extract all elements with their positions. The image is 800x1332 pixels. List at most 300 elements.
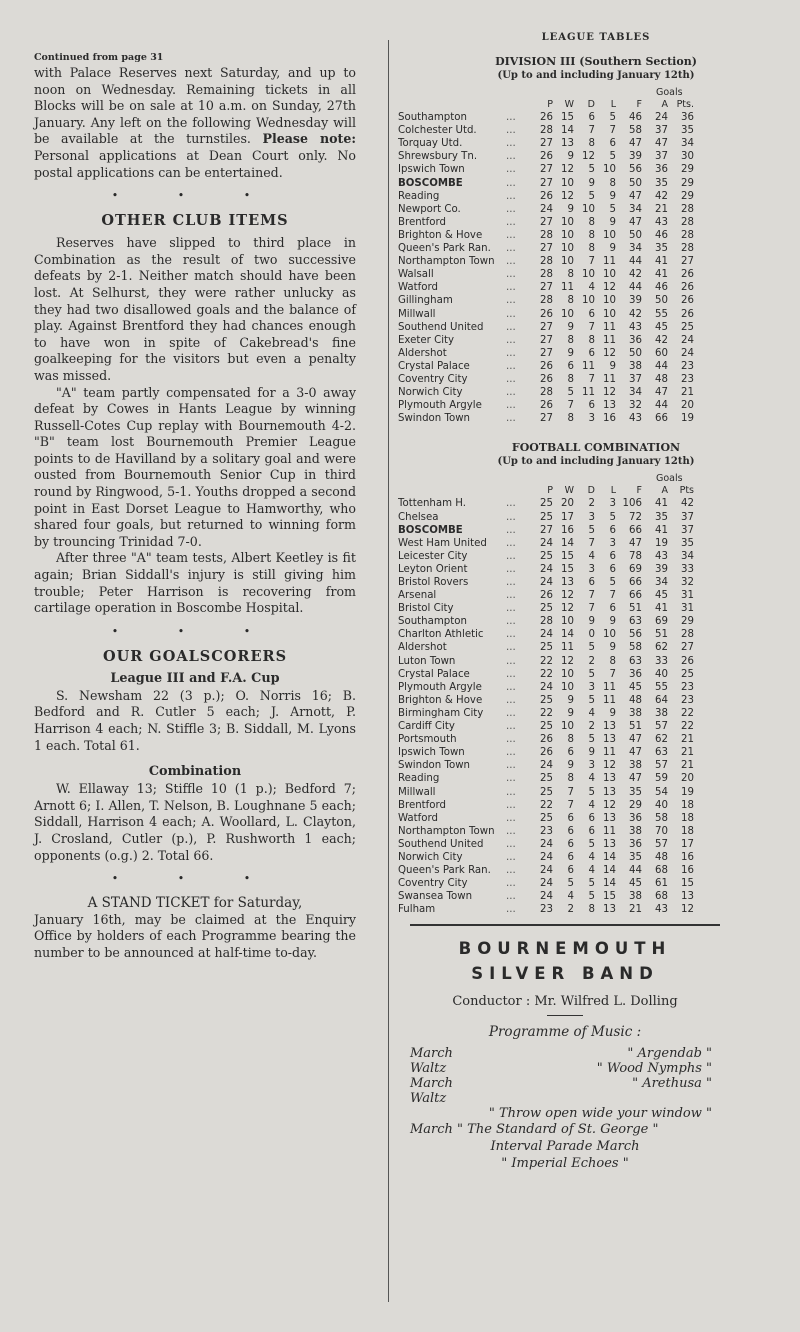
combination-table	[398, 484, 694, 916]
stat-cell: 24	[540, 681, 553, 693]
team-name: Chelsea	[398, 511, 439, 523]
stat-cell: 2	[588, 655, 595, 667]
continued-note: Continued from page 31	[34, 52, 164, 63]
team-name: Southampton	[398, 616, 467, 628]
stat-cell: 12	[603, 387, 616, 399]
stat-cell: 34	[629, 203, 642, 215]
stat-cell: 48	[655, 851, 668, 863]
column-header: L	[610, 99, 616, 110]
stat-cell: 8	[588, 334, 595, 346]
team-name: Fulham	[398, 904, 436, 916]
stat-cell: 8	[588, 904, 595, 916]
stat-cell: 6	[588, 112, 595, 124]
goalscorers-heading: OUR GOALSCORERS	[102, 647, 288, 665]
team-name: Reading	[398, 773, 440, 785]
stat-cell: 15	[561, 112, 574, 124]
stat-cell: 12	[681, 904, 694, 916]
team-name: Queen's Park Ran.	[398, 243, 491, 255]
stat-cell: 37	[681, 511, 694, 523]
leader-dots: ...	[506, 413, 516, 425]
stat-cell: 35	[681, 125, 694, 137]
leader-dots: ...	[506, 269, 516, 281]
stat-cell: 26	[540, 360, 553, 372]
stat-cell: 14	[603, 878, 616, 890]
league-cup-heading: League III and F.A. Cup	[110, 670, 280, 686]
leader-dots: ...	[506, 373, 516, 385]
stat-cell: 12	[603, 282, 616, 294]
table-row	[398, 124, 694, 137]
stat-cell: 42	[629, 308, 642, 320]
stat-cell: 61	[655, 878, 668, 890]
stat-cell: 34	[681, 138, 694, 150]
goals-label: Goals	[656, 87, 683, 98]
programme-item-title: " Arethusa "	[632, 1076, 712, 1092]
stat-cell: 9	[567, 203, 574, 215]
stat-cell: 38	[629, 760, 642, 772]
table-row	[398, 334, 694, 347]
stat-cell: 45	[629, 878, 642, 890]
please-note-label: Please note:	[262, 131, 356, 147]
table-row	[398, 412, 694, 425]
stat-cell: 4	[588, 865, 595, 877]
stat-cell: 12	[603, 760, 616, 772]
stat-cell: 23	[681, 694, 694, 706]
table-row	[398, 720, 694, 733]
conductor: Conductor : Mr. Wilfred L. Dolling	[452, 994, 678, 1010]
stat-cell: 18	[681, 799, 694, 811]
stat-cell: 5	[567, 878, 574, 890]
column-header: Pts.	[676, 99, 694, 110]
team-name: Ipswich Town	[398, 747, 465, 759]
reserves-paragraph: Reserves have slipped to third place in Combination as the result of two successive defeats by 2-1. Neither match should have been lost. At Selhurst, they were rather unlucky as they had two disallowed goals and the balance of play. Against Brentford they had chances enough to have won in spite of Cakebread's fine goalkeeping for the visitors but even a penalty was missed.	[34, 235, 356, 383]
team-name: Crystal Palace	[398, 668, 470, 680]
leader-dots: ...	[506, 138, 516, 150]
stat-cell: 32	[629, 400, 642, 412]
stat-cell: 44	[629, 282, 642, 294]
stat-cell: 24	[540, 563, 553, 575]
stat-cell: 4	[588, 707, 595, 719]
column-header: A	[661, 99, 668, 110]
stat-cell: 27	[540, 413, 553, 425]
stat-cell: 37	[681, 524, 694, 536]
stat-cell: 43	[655, 550, 668, 562]
column-divider	[388, 40, 389, 1302]
team-name: Arsenal	[398, 590, 437, 602]
team-name: Queen's Park Ran.	[398, 865, 491, 877]
stat-cell: 14	[561, 537, 574, 549]
stat-cell: 7	[588, 321, 595, 333]
leader-dots: ...	[506, 216, 516, 228]
stat-cell: 62	[655, 734, 668, 746]
stat-cell: 63	[629, 655, 642, 667]
stat-cell: 10	[561, 243, 574, 255]
stat-cell: 44	[629, 865, 642, 877]
stat-cell: 66	[655, 413, 668, 425]
column-header: Pts	[679, 485, 694, 497]
programme-item-type: Waltz	[410, 1091, 447, 1107]
team-name: Bristol City	[398, 603, 454, 615]
stat-cell: 29	[681, 177, 694, 189]
stat-cell: 26	[540, 308, 553, 320]
stat-cell: 28	[540, 387, 553, 399]
stat-cell: 11	[603, 825, 616, 837]
stat-cell: 23	[681, 360, 694, 372]
stat-cell: 35	[629, 851, 642, 863]
division-three-header-row	[398, 98, 694, 111]
table-row	[398, 589, 694, 602]
silver-band-box	[410, 924, 720, 1172]
stat-cell: 5	[609, 112, 616, 124]
programme-item-type: Waltz	[410, 1061, 447, 1077]
leader-dots: ...	[506, 256, 516, 268]
team-name: Southend United	[398, 321, 484, 333]
stat-cell: 35	[681, 537, 694, 549]
combination-table-subtitle: (Up to and including January 12th)	[497, 456, 695, 468]
stat-cell: 27	[681, 256, 694, 268]
table-row	[398, 268, 694, 281]
stat-cell: 12	[561, 590, 574, 602]
stat-cell: 2	[588, 721, 595, 733]
stat-cell: 58	[629, 125, 642, 137]
leader-dots: ...	[506, 603, 516, 615]
stat-cell: 7	[567, 799, 574, 811]
stat-cell: 36	[655, 164, 668, 176]
leader-dots: ...	[506, 577, 516, 588]
stat-cell: 50	[629, 177, 642, 189]
team-name: Brentford	[398, 216, 446, 228]
stat-cell: 6	[567, 747, 574, 759]
programme-line: Interval Parade March	[490, 1139, 640, 1155]
stat-cell: 5	[609, 511, 616, 523]
stat-cell: 9	[609, 360, 616, 372]
stat-cell: 9	[588, 747, 595, 759]
stat-cell: 41	[655, 603, 668, 615]
stat-cell: 25	[540, 511, 553, 523]
stat-cell: 16	[603, 413, 616, 425]
stat-cell: 5	[588, 734, 595, 746]
stat-cell: 47	[629, 747, 642, 759]
stat-cell: 37	[655, 151, 668, 163]
header-blank	[506, 484, 532, 497]
stat-cell: 28	[540, 125, 553, 137]
table-row	[398, 615, 694, 628]
stat-cell: 4	[567, 891, 574, 903]
stat-cell: 22	[681, 707, 694, 719]
stat-cell: 25	[540, 642, 553, 654]
stat-cell: 38	[629, 825, 642, 837]
team-name: Southampton	[398, 112, 467, 124]
programme-item-title	[472, 1091, 720, 1106]
band-title-line-1: BOURNEMOUTH	[458, 939, 672, 959]
stat-cell: 58	[655, 812, 668, 824]
stat-cell: 27	[540, 138, 553, 150]
stat-cell: 6	[567, 812, 574, 824]
stat-cell: 44	[629, 256, 642, 268]
programme-item-title: " Wood Nymphs "	[596, 1061, 712, 1077]
stat-cell: 33	[681, 563, 694, 575]
stat-cell: 6	[588, 400, 595, 412]
stat-cell: 69	[629, 563, 642, 575]
stat-cell: 21	[681, 387, 694, 399]
stat-cell: 27	[540, 282, 553, 294]
stat-cell: 55	[655, 308, 668, 320]
team-name: Plymouth Argyle	[398, 400, 482, 412]
stat-cell: 34	[629, 387, 642, 399]
stat-cell: 23	[540, 825, 553, 837]
stat-cell: 42	[655, 190, 668, 202]
stat-cell: 27	[540, 347, 553, 359]
stat-cell: 21	[681, 747, 694, 759]
stat-cell: 47	[629, 537, 642, 549]
stat-cell: 16	[561, 524, 574, 536]
stat-cell: 15	[603, 891, 616, 903]
leader-dots: ...	[506, 786, 516, 798]
leader-dots: ...	[506, 563, 516, 575]
goals-label: Goals	[656, 473, 683, 485]
stat-cell: 4	[588, 851, 595, 863]
leader-dots: ...	[506, 747, 516, 759]
stat-cell: 24	[655, 112, 668, 124]
team-name: Brighton & Hove	[398, 229, 483, 241]
table-row	[398, 707, 694, 720]
stat-cell: 5	[567, 387, 574, 399]
stat-cell: 66	[629, 524, 642, 536]
stat-cell: 8	[567, 269, 574, 281]
leader-dots: ...	[506, 400, 516, 412]
stat-cell: 68	[655, 865, 668, 877]
stat-cell: 12	[561, 603, 574, 615]
combination-heading: Combination	[148, 764, 242, 780]
table-row	[398, 163, 694, 176]
stat-cell: 6	[567, 825, 574, 837]
team-name: Shrewsbury Tn.	[398, 151, 478, 163]
stat-cell: 50	[655, 295, 668, 307]
stat-cell: 24	[540, 537, 553, 549]
stat-cell: 6	[609, 524, 616, 536]
stat-cell: 7	[588, 537, 595, 549]
team-name: BOSCOMBE	[398, 524, 463, 536]
stat-cell: 26	[540, 734, 553, 746]
stat-cell: 51	[655, 629, 668, 641]
stat-cell: 11	[603, 694, 616, 706]
team-name: Swindon Town	[398, 413, 470, 425]
leader-dots: ...	[506, 243, 516, 255]
team-name: Northampton Town	[398, 825, 495, 837]
stat-cell: 11	[603, 334, 616, 346]
stat-cell: 12	[603, 347, 616, 359]
stat-cell: 45	[629, 681, 642, 693]
stat-cell: 8	[567, 373, 574, 385]
table-row	[398, 825, 694, 838]
column-header: P	[547, 99, 553, 110]
stat-cell: 11	[582, 360, 595, 372]
leader-dots: ...	[506, 655, 516, 667]
leader-dots: ...	[506, 904, 516, 916]
stat-cell: 34	[681, 550, 694, 562]
table-row	[398, 203, 694, 216]
team-name: Leyton Orient	[398, 563, 468, 575]
team-name: Watford	[398, 812, 438, 824]
header-blank	[506, 98, 532, 111]
column-header: W	[564, 99, 574, 110]
division-three-table	[398, 98, 694, 425]
stat-cell: 5	[588, 642, 595, 654]
programme-line: " Throw open wide your window "	[488, 1106, 712, 1122]
stat-cell: 14	[603, 865, 616, 877]
team-name: Watford	[398, 282, 438, 294]
stat-cell: 7	[588, 603, 595, 615]
column-header: P	[547, 485, 553, 497]
stat-cell: 29	[629, 799, 642, 811]
stat-cell: 10	[561, 256, 574, 268]
stat-cell: 26	[681, 269, 694, 281]
stat-cell: 43	[655, 904, 668, 916]
stat-cell: 10	[561, 216, 574, 228]
stat-cell: 28	[681, 629, 694, 641]
stat-cell: 13	[561, 577, 574, 588]
stat-cell: 10	[582, 295, 595, 307]
stat-cell: 9	[609, 243, 616, 255]
table-row	[398, 386, 694, 399]
stat-cell: 63	[655, 747, 668, 759]
table-row	[398, 255, 694, 268]
leader-dots: ...	[506, 629, 516, 641]
leader-dots: ...	[506, 760, 516, 772]
stat-cell: 10	[582, 269, 595, 281]
stat-cell: 22	[540, 707, 553, 719]
stat-cell: 5	[588, 786, 595, 798]
table-row	[398, 864, 694, 877]
stat-cell: 8	[588, 216, 595, 228]
stat-cell: 8	[609, 177, 616, 189]
stat-cell: 18	[681, 812, 694, 824]
stat-cell: 12	[603, 799, 616, 811]
team-name: Aldershot	[398, 642, 447, 654]
stat-cell: 28	[540, 295, 553, 307]
stat-cell: 20	[681, 400, 694, 412]
leader-dots: ...	[506, 334, 516, 346]
stat-cell: 8	[609, 655, 616, 667]
stat-cell: 26	[540, 112, 553, 124]
stat-cell: 5	[588, 524, 595, 536]
stat-cell: 26	[681, 308, 694, 320]
stat-cell: 57	[655, 721, 668, 733]
stat-cell: 9	[609, 616, 616, 628]
stat-cell: 6	[609, 603, 616, 615]
division-three-subtitle: (Up to and including January 12th)	[497, 70, 695, 81]
stat-cell: 106	[622, 498, 642, 510]
stat-cell: 13	[603, 838, 616, 850]
stat-cell: 11	[603, 373, 616, 385]
column-header: L	[610, 485, 616, 497]
stat-cell: 2	[567, 904, 574, 916]
team-name: Millwall	[398, 786, 436, 798]
stat-cell: 8	[588, 229, 595, 241]
team-name: Southend United	[398, 838, 484, 850]
band-rule	[547, 1015, 583, 1016]
stat-cell: 6	[588, 825, 595, 837]
stat-cell: 6	[588, 812, 595, 824]
stat-cell: 5	[588, 838, 595, 850]
stat-cell: 10	[561, 616, 574, 628]
stat-cell: 14	[603, 851, 616, 863]
stat-cell: 28	[540, 229, 553, 241]
stat-cell: 25	[540, 550, 553, 562]
programme-item	[410, 1046, 720, 1061]
stat-cell: 25	[540, 786, 553, 798]
stat-cell: 57	[655, 838, 668, 850]
column-header: D	[587, 99, 595, 110]
stat-cell: 9	[609, 642, 616, 654]
programme-of-music-heading: Programme of Music :	[488, 1024, 642, 1041]
stat-cell: 29	[681, 616, 694, 628]
stat-cell: 44	[655, 400, 668, 412]
stat-cell: 6	[609, 550, 616, 562]
stat-cell: 10	[603, 269, 616, 281]
stat-cell: 57	[655, 760, 668, 772]
stat-cell: 28	[540, 256, 553, 268]
stat-cell: 2	[588, 498, 595, 510]
team-name: Aldershot	[398, 347, 447, 359]
stat-cell: 25	[540, 694, 553, 706]
stat-cell: 24	[540, 851, 553, 863]
stat-cell: 38	[655, 707, 668, 719]
stat-cell: 70	[655, 825, 668, 837]
combination-header-row	[398, 484, 694, 497]
stat-cell: 26	[540, 151, 553, 163]
stat-cell: 34	[629, 243, 642, 255]
stat-cell: 12	[561, 164, 574, 176]
stat-cell: 72	[629, 511, 642, 523]
band-title-line-2: SILVER BAND	[471, 964, 659, 984]
team-name: BOSCOMBE	[398, 177, 463, 189]
other-club-items-heading: OTHER CLUB ITEMS	[101, 212, 289, 230]
stat-cell: 21	[681, 760, 694, 772]
leader-dots: ...	[506, 773, 516, 785]
stat-cell: 63	[629, 616, 642, 628]
stat-cell: 40	[655, 668, 668, 680]
stat-cell: 4	[588, 550, 595, 562]
team-name: Cardiff City	[398, 721, 455, 733]
division-three-title: DIVISION III (Southern Section)	[495, 55, 697, 68]
leader-dots: ...	[506, 524, 516, 536]
stand-ticket-text: January 16th, may be claimed at the Enquiry Office by holders of each Programme bearing the number to be announced at half-time to-day.	[34, 911, 356, 960]
table-row	[398, 373, 694, 386]
stat-cell: 25	[540, 603, 553, 615]
leader-dots: ...	[506, 295, 516, 307]
stat-cell: 38	[629, 360, 642, 372]
stat-cell: 25	[540, 498, 553, 510]
please-note-text: Personal applications at Dean Court only. No postal applications can be entertained.	[34, 147, 356, 180]
stand-ticket-heading: A STAND TICKET for Saturday,	[87, 895, 303, 912]
table-row	[398, 550, 694, 563]
stat-cell: 20	[681, 773, 694, 785]
stat-cell: 22	[540, 655, 553, 667]
stat-cell: 19	[681, 786, 694, 798]
team-name: Gillingham	[398, 295, 453, 307]
stat-cell: 56	[629, 629, 642, 641]
leader-dots: ...	[506, 550, 516, 562]
table-row	[398, 190, 694, 203]
programme-item-title: " Argendab "	[627, 1046, 712, 1062]
leader-dots: ...	[506, 203, 516, 215]
stat-cell: 3	[588, 511, 595, 523]
leader-dots: ...	[506, 642, 516, 654]
table-row	[398, 111, 694, 124]
table-row	[398, 668, 694, 681]
a-team-paragraph: "A" team partly compensated for a 3-0 away defeat by Cowes in Hants League by winning Russell-Cotes Cup replay with Bournemouth 4-2. "B" team lost Bournemouth Premier League points to de Havilland by a solitary goal and were ousted from Bournemouth Senior Cup in third round by Ringwood, 5-1. Youths dropped a second point in East Dorset League to Hamworthy, who shared four goals, but returned to winning form by trouncing Trinidad 7-0.	[34, 384, 356, 549]
table-row	[398, 177, 694, 190]
